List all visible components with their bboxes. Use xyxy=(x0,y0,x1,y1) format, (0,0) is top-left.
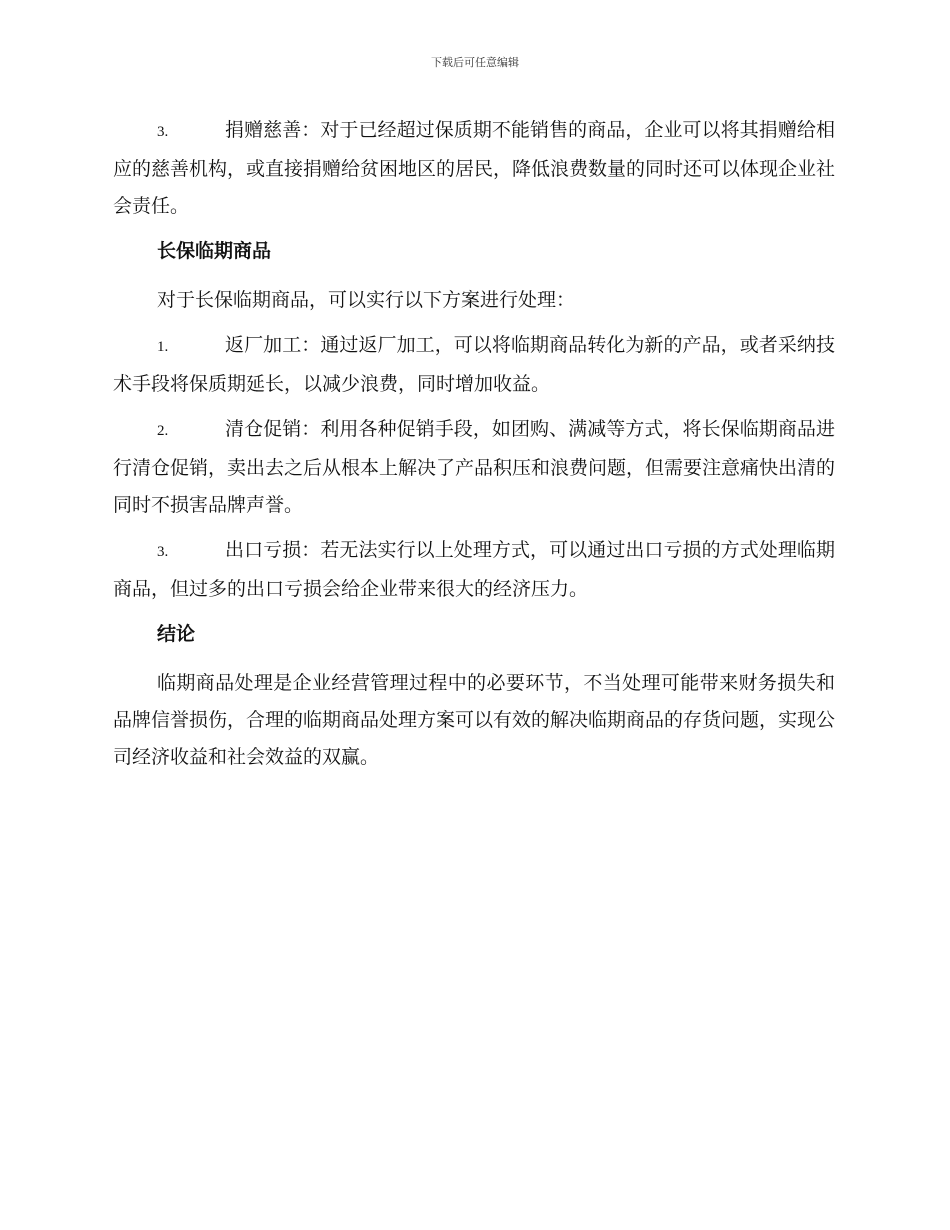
list-item-text: 捐赠慈善：对于已经超过保质期不能销售的商品，企业可以将其捐赠给相应的慈善机构，或直接捐赠给贫困地区的居民，降低浪费数量的同时还可以体现企业社会责任。 xyxy=(113,119,836,217)
document-body xyxy=(113,112,835,784)
list-item-text: 返厂加工：通过返厂加工，可以将临期商品转化为新的产品，或者采纳技术手段将保质期延长，以减少浪费，同时增加收益。 xyxy=(113,334,835,395)
section-heading-conclusion: 结论 xyxy=(157,623,196,645)
list-item-export-loss xyxy=(113,532,835,608)
list-item-return-processing xyxy=(113,327,835,403)
list-item-clearance-sale xyxy=(113,411,835,524)
list-number: 3. xyxy=(157,544,169,560)
page-header: 下载后可任意编辑 xyxy=(431,56,519,69)
list-item-donation xyxy=(113,112,835,225)
section-heading-long-shelf-life: 长保临期商品 xyxy=(157,240,272,262)
section-intro: 对于长保临期商品，可以实行以下方案进行处理： xyxy=(157,289,576,311)
list-item-text: 清仓促销：利用各种促销手段，如团购、满减等方式，将长保临期商品进行清仓促销，卖出去之后从根本上解决了产品积压和浪费问题，但需要注意痛快出清的同时不损害品牌声誉。 xyxy=(113,418,836,516)
list-item-text: 出口亏损：若无法实行以上处理方式，可以通过出口亏损的方式处理临期商品，但过多的出口亏损会给企业带来很大的经济压力。 xyxy=(113,539,835,600)
list-number: 3. xyxy=(157,124,169,140)
conclusion-paragraph: 临期商品处理是企业经营管理过程中的必要环节，不当处理可能带来财务损失和品牌信誉损伤，合理的临期商品处理方案可以有效的解决临期商品的存货问题，实现公司经济收益和社会效益的双赢。 xyxy=(113,672,836,768)
list-number: 1. xyxy=(157,339,169,355)
list-number: 2. xyxy=(157,423,169,439)
